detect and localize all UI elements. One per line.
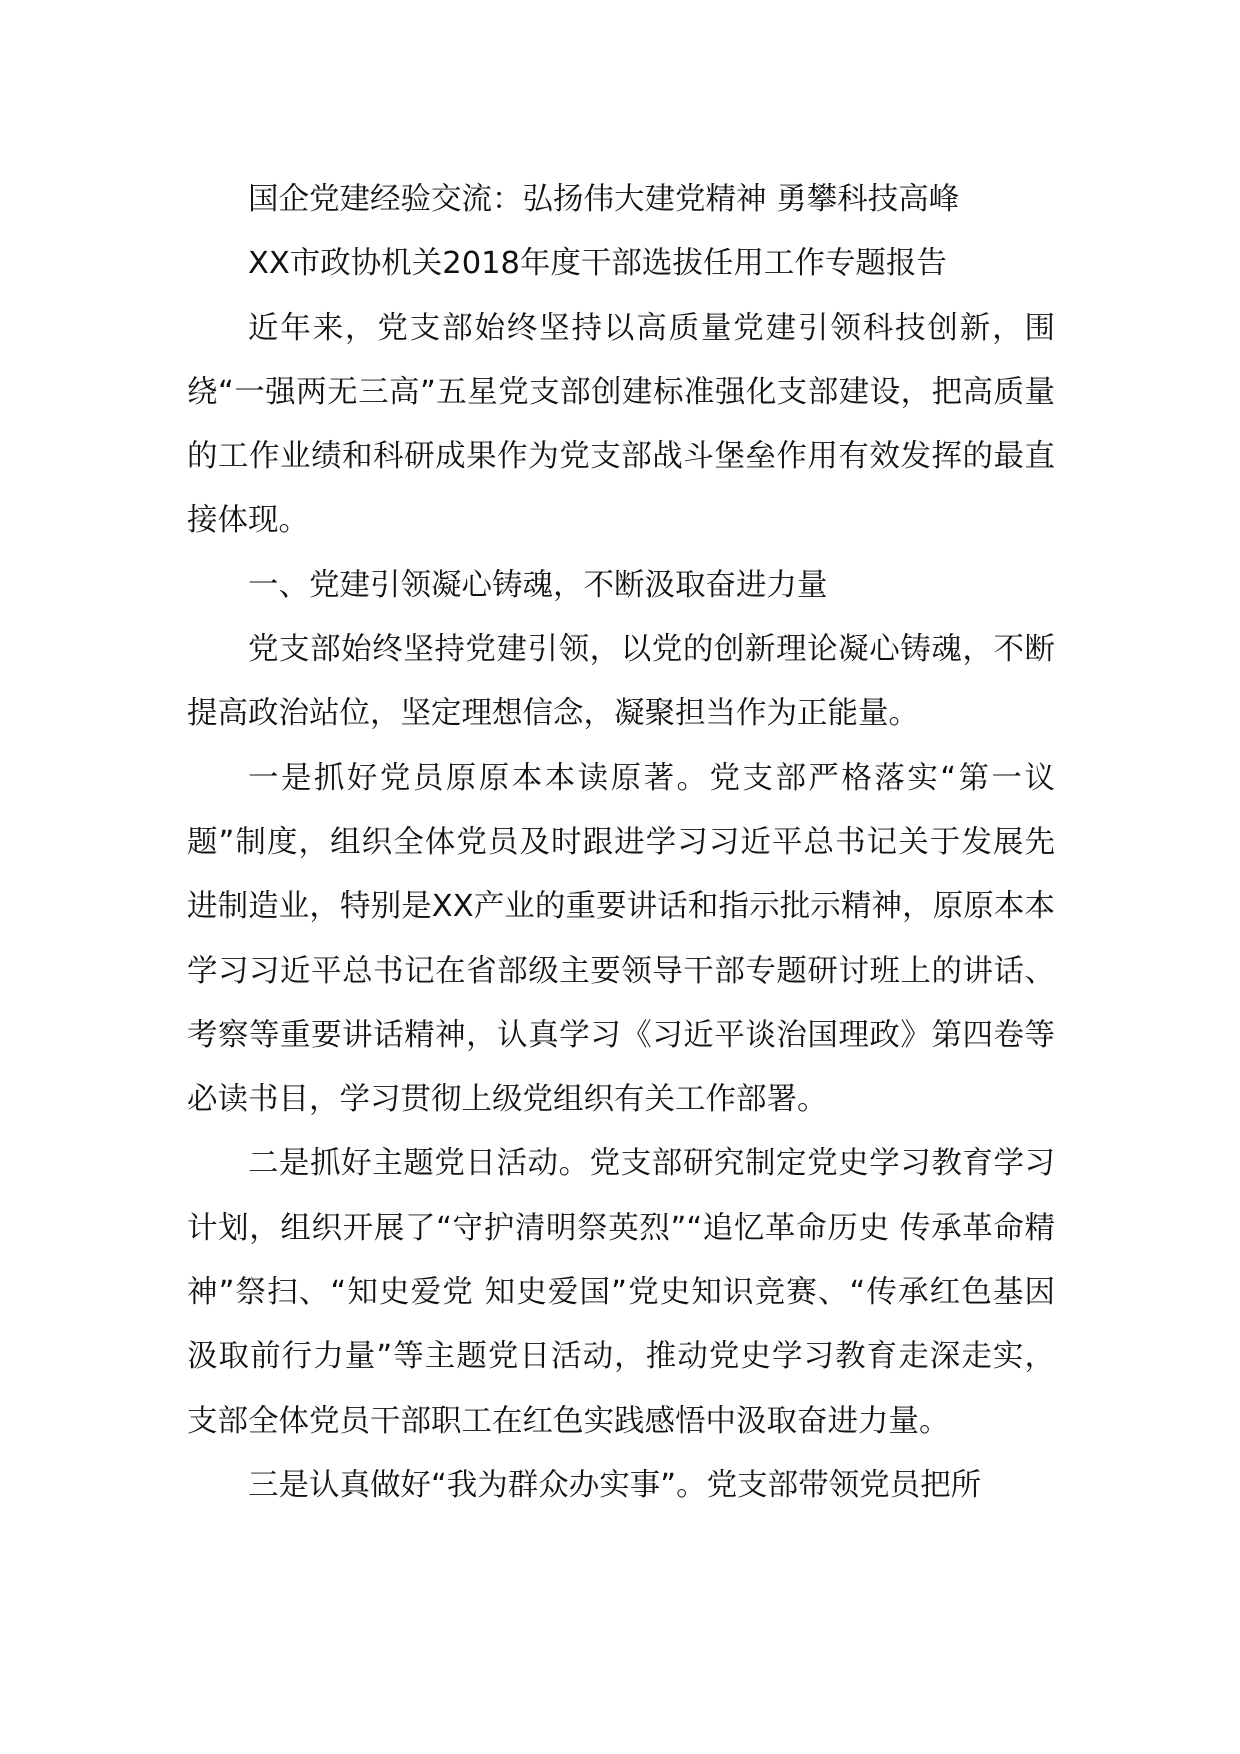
document-title: 国企党建经验交流：弘扬伟大建党精神 勇攀科技高峰 (248, 182, 960, 217)
paragraph-intro: 近年来，党支部始终坚持以高质量党建引领科技创新，围绕“一强两无三高”五星党支部创建标准强化支部建设，把高质量的工作业绩和科研成果作为党支部战斗堡垒作用有效发挥的最直接体现。 (187, 310, 1055, 539)
section-heading-1: 一、党建引领凝心铸魂，不断汲取奋进力量 (248, 567, 828, 603)
document-subtitle: XX市政协机关2018年度干部选拔任用工作专题报告 (248, 246, 947, 282)
paragraph-point-3: 三是认真做好“我为群众办实事”。党支部带领党员把所 (248, 1467, 982, 1503)
document-body (187, 168, 1055, 1518)
paragraph-section-1-intro: 党支部始终坚持党建引领，以党的创新理论凝心铸魂，不断提高政治站位，坚定理想信念，凝聚担当作为正能量。 (187, 632, 1055, 732)
paragraph-point-1: 一是抓好党员原原本本读原著。党支部严格落实“第一议题”制度，组织全体党员及时跟进学习习近平总书记关于发展先进制造业，特别是XX产业的重要讲话和指示批示精神，原原本本学习习近平总书记在省部级主要领导干部专题研讨班上的讲话、考察等重要讲话精神，认真学习《习近平谈治国理政》第四卷等必读书目，学习贯彻上级党组织有关工作部署。 (187, 760, 1055, 1118)
paragraph-point-2: 二是抓好主题党日活动。党支部研究制定党史学习教育学习计划，组织开展了“守护清明祭英烈”“追忆革命历史 传承革命精神”祭扫、“知史爱党 知史爱国”党史知识竞赛、“传承红色基因 汲取前行力量”等主题党日活动，推动党史学习教育走深走实，支部全体党员干部职工在红色实践感悟中汲取奋进力量。 (187, 1146, 1055, 1439)
